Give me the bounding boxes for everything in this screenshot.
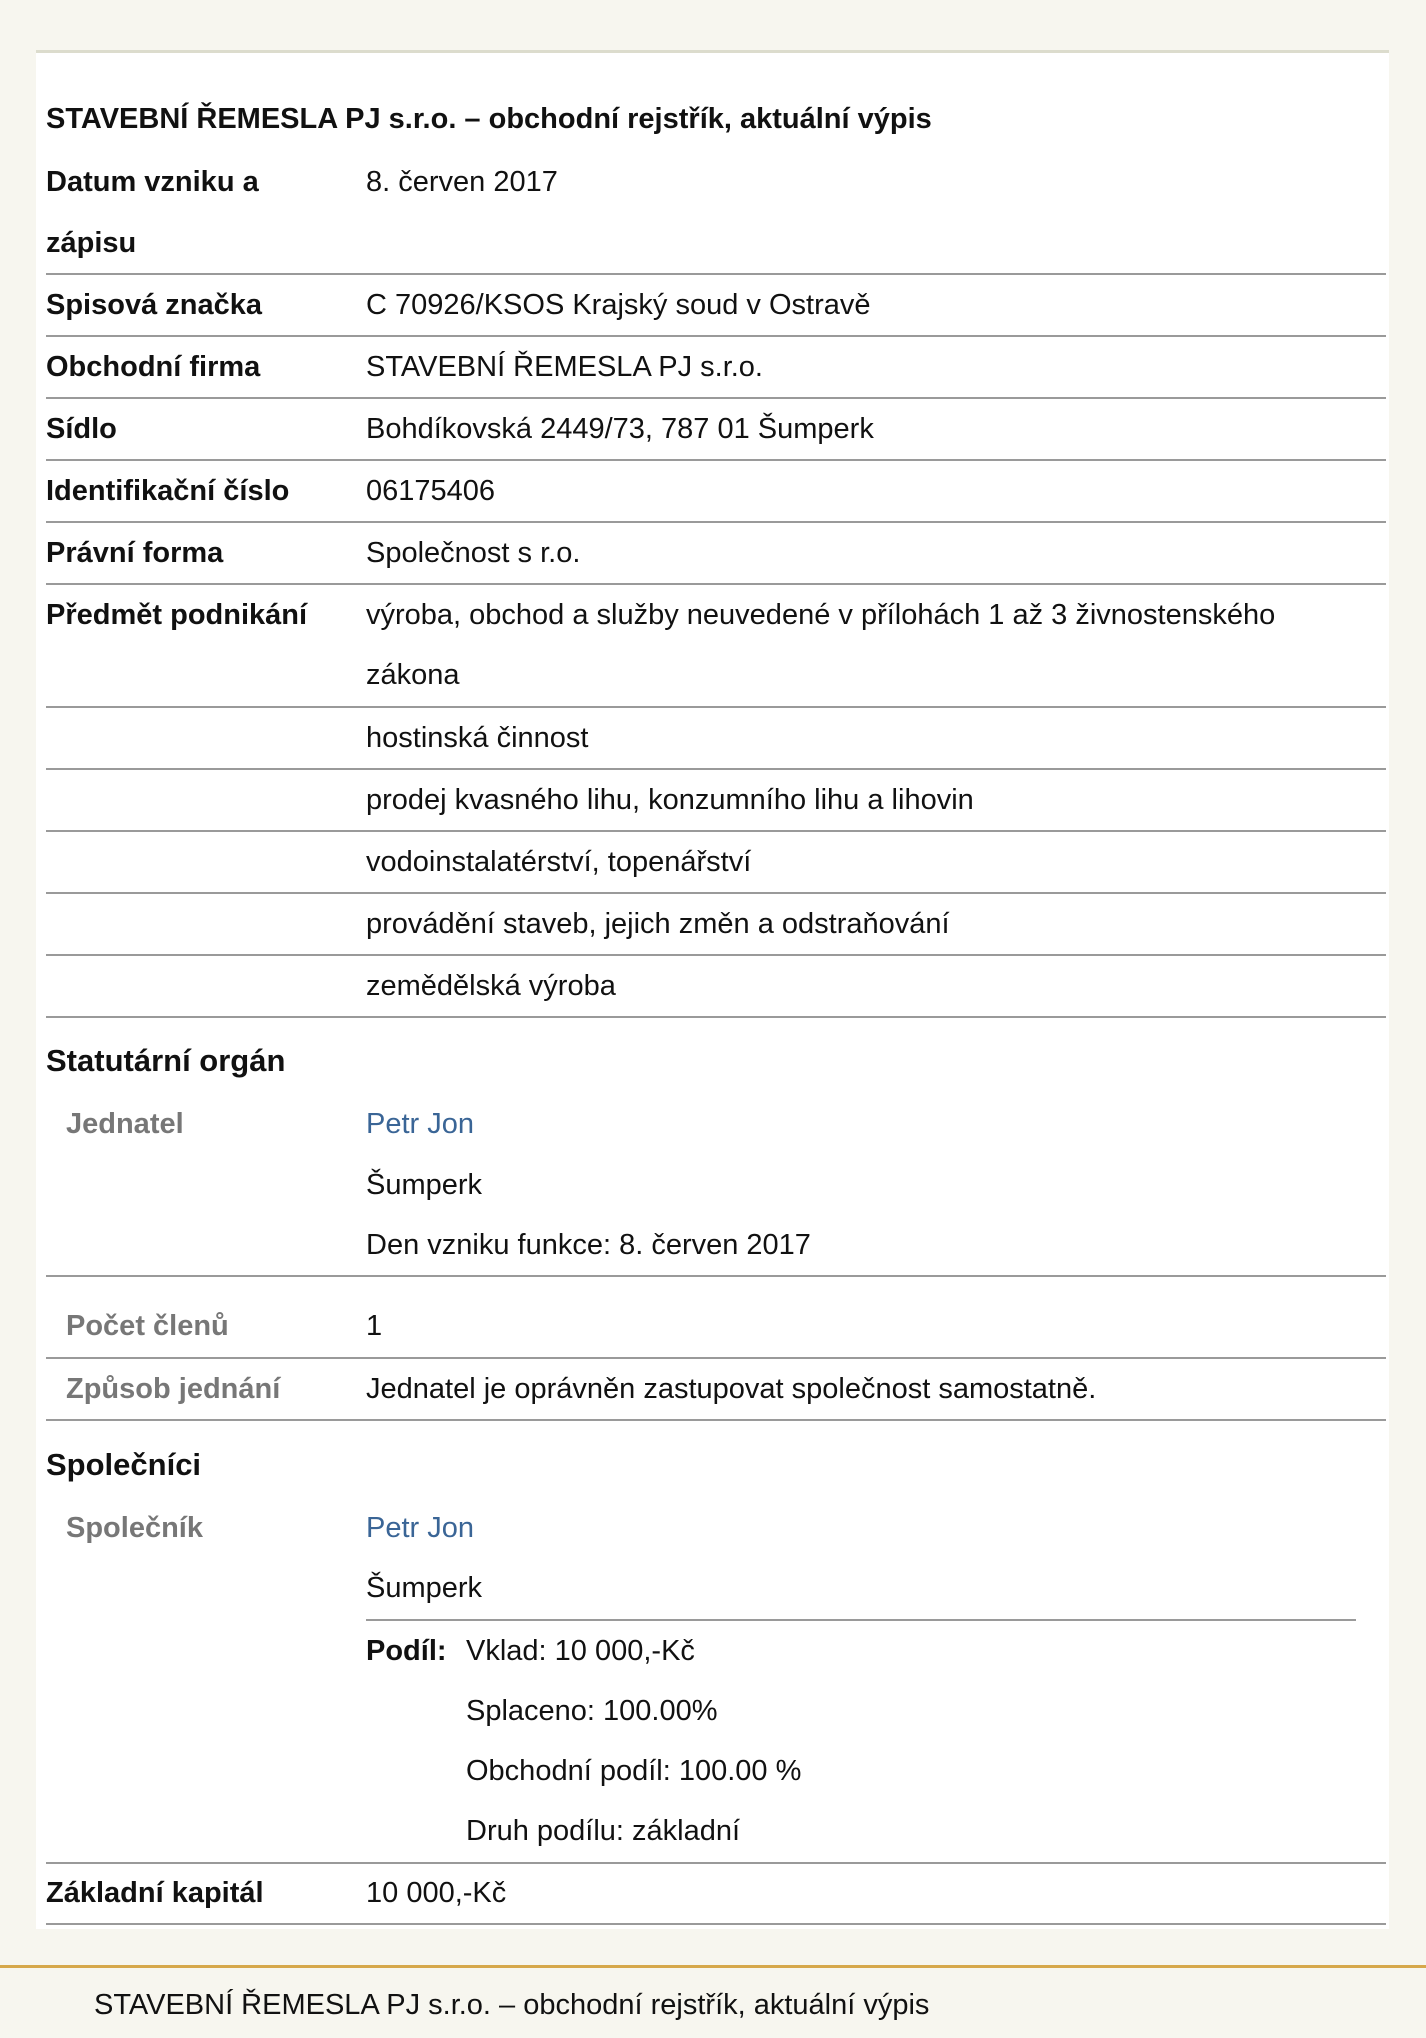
spisova-value: C 70926/KSOS Krajský soud v Ostravě (366, 289, 871, 321)
spolecnik-name-link[interactable]: Petr Jon (366, 1512, 474, 1544)
datum-label-line1: Datum vzniku a (46, 166, 259, 198)
predmet-item: hostinská činnost (366, 722, 589, 754)
datum-label-line2: zápisu (46, 227, 137, 259)
sidlo-value: Bohdíkovská 2449/73, 787 01 Šumperk (366, 413, 874, 445)
predmet-item: provádění staveb, jejich změn a odstraňování (366, 908, 950, 940)
divider (46, 1923, 1386, 1925)
divider (46, 1016, 1386, 1018)
page-title: STAVEBNÍ ŘEMESLA PJ s.r.o. – obchodní rejstřík, aktuální výpis (46, 103, 932, 135)
datum-value: 8. červen 2017 (366, 166, 558, 198)
jednatel-name-link[interactable]: Petr Jon (366, 1108, 474, 1140)
divider (46, 1419, 1386, 1421)
zpusob-value: Jednatel je oprávněn zastupovat společnost samostatně. (366, 1373, 1097, 1405)
predmet-item: prodej kvasného lihu, konzumního lihu a lihovin (366, 784, 974, 816)
podil-splaceno: Splaceno: 100.00% (466, 1695, 718, 1727)
footer-divider (0, 1965, 1426, 1968)
firma-label: Obchodní firma (46, 351, 261, 383)
predmet-item: vodoinstalatérství, topenářství (366, 846, 752, 878)
podil-druh: Druh podílu: základní (466, 1815, 741, 1847)
divider (46, 521, 1386, 523)
ico-label: Identifikační číslo (46, 475, 290, 507)
predmet-item: výroba, obchod a služby neuvedené v přílohách 1 až 3 živnostenského (366, 599, 1276, 631)
podil-label: Podíl: (366, 1635, 447, 1667)
kapital-value: 10 000,-Kč (366, 1877, 507, 1909)
divider (46, 1275, 1386, 1277)
jednatel-label: Jednatel (66, 1108, 184, 1140)
divider (46, 706, 1386, 708)
jednatel-city: Šumperk (366, 1169, 483, 1201)
predmet-item: zemědělská výroba (366, 970, 616, 1002)
jednatel-since: Den vzniku funkce: 8. červen 2017 (366, 1229, 811, 1261)
podil-obchodni: Obchodní podíl: 100.00 % (466, 1755, 802, 1787)
spolecnici-heading: Společníci (46, 1447, 202, 1482)
divider (46, 954, 1386, 956)
ico-value: 06175406 (366, 475, 496, 507)
forma-value: Společnost s r.o. (366, 537, 581, 569)
predmet-item-continued: zákona (366, 659, 460, 691)
spolecnik-city: Šumperk (366, 1572, 483, 1604)
forma-label: Právní forma (46, 537, 224, 569)
pocet-label: Počet členů (66, 1310, 229, 1342)
firma-value: STAVEBNÍ ŘEMESLA PJ s.r.o. (366, 351, 763, 383)
spolecnik-label: Společník (66, 1512, 203, 1544)
kapital-label: Základní kapitál (46, 1877, 264, 1909)
statutarni-heading: Statutární orgán (46, 1043, 286, 1078)
sidlo-label: Sídlo (46, 413, 117, 445)
zpusob-label: Způsob jednání (66, 1373, 281, 1405)
pocet-value: 1 (366, 1310, 383, 1342)
predmet-label: Předmět podnikání (46, 599, 308, 631)
spisova-label: Spisová značka (46, 289, 262, 321)
footer-title: STAVEBNÍ ŘEMESLA PJ s.r.o. – obchodní rejstřík, aktuální výpis (94, 1989, 930, 2021)
podil-vklad: Vklad: 10 000,-Kč (466, 1635, 695, 1667)
